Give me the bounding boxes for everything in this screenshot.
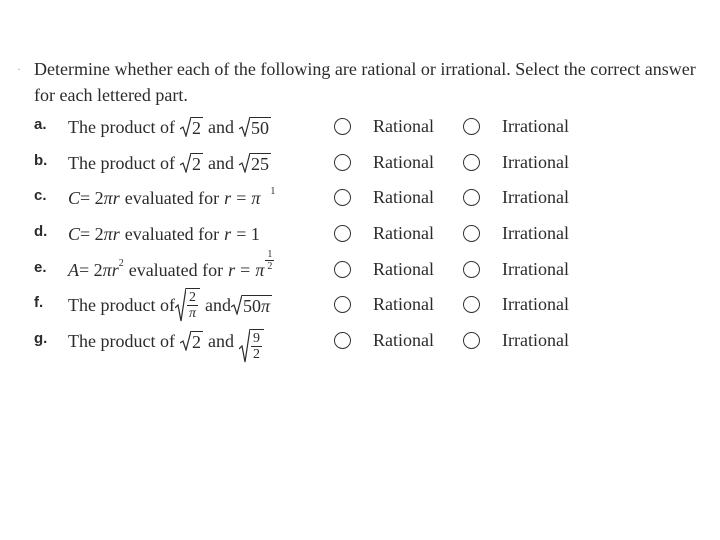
radio-button[interactable] (463, 225, 480, 242)
question-prompt (68, 326, 264, 362)
part-letter: g. (34, 330, 48, 347)
variable: r (111, 259, 119, 280)
option-label[interactable]: Rational (373, 223, 434, 243)
sqrt-expression: 2 (180, 117, 203, 137)
sqrt-expression: 50 (239, 117, 271, 137)
radio-button[interactable] (334, 332, 351, 349)
sqrt-expression: 50 π (231, 295, 272, 315)
option-label[interactable]: Irrational (502, 116, 569, 136)
option-label[interactable]: Irrational (502, 330, 569, 350)
option-irrational[interactable] (463, 259, 569, 280)
radio-button[interactable] (463, 118, 480, 135)
variable: r (112, 223, 120, 244)
variable: r (112, 187, 120, 208)
prompt-text: and (204, 294, 231, 315)
option-label[interactable]: Irrational (502, 259, 569, 279)
question-prompt (68, 112, 271, 142)
sqrt-expression: 25 (239, 153, 271, 173)
prompt-text: The product of (68, 152, 175, 173)
variable: r (224, 223, 232, 244)
question-prompt (68, 219, 260, 249)
option-label[interactable]: Rational (373, 259, 434, 279)
pi-symbol: π (103, 223, 113, 244)
question-prompt (68, 148, 271, 178)
option-rational[interactable] (334, 116, 434, 137)
sqrt-expression: 2 (180, 331, 203, 351)
prompt-text: The product of (68, 116, 175, 137)
option-label[interactable]: Rational (373, 187, 434, 207)
option-irrational[interactable] (463, 152, 569, 173)
question-row-g (0, 326, 720, 362)
question-row-f (0, 290, 720, 320)
question-row-c (0, 183, 720, 213)
prompt-text: and (207, 152, 234, 173)
prompt-text: = 1 (236, 223, 260, 244)
part-letter: f. (34, 294, 44, 311)
prompt-text: and (207, 116, 234, 137)
prompt-text: evaluated for (124, 223, 220, 244)
prompt-text: evaluated for (124, 187, 220, 208)
option-irrational[interactable] (463, 116, 569, 137)
radio-button[interactable] (334, 261, 351, 278)
prompt-text: = 2 (79, 259, 103, 280)
variable: A (68, 259, 79, 280)
option-rational[interactable] (334, 330, 434, 351)
option-label[interactable]: Rational (373, 294, 434, 314)
variable: r (224, 187, 232, 208)
question-row-d (0, 219, 720, 249)
pi-symbol: π (255, 259, 265, 280)
radio-button[interactable] (463, 296, 480, 313)
option-label[interactable]: Irrational (502, 294, 569, 314)
instructions: Determine whether each of the following are rational or irrational. Select the correct answer for each lettered part. (34, 59, 696, 105)
sqrt-expression (175, 288, 200, 322)
part-letter: e. (34, 259, 47, 276)
radio-button[interactable] (463, 154, 480, 171)
option-label[interactable]: Rational (373, 330, 434, 350)
exponent: 2 (118, 257, 124, 269)
pi-symbol: π (102, 259, 112, 280)
exponent: 1 (270, 185, 276, 197)
prompt-text: evaluated for (128, 259, 224, 280)
prompt-text: = 2 (80, 187, 104, 208)
prompt-text: and (207, 330, 234, 351)
question-prompt (68, 249, 274, 285)
pi-symbol: π (103, 187, 113, 208)
fraction-exponent: $\frac{1}{2}$ (267, 249, 273, 272)
sqrt-expression: 2 (180, 153, 203, 173)
part-letter: c. (34, 187, 47, 204)
sqrt-expression (239, 329, 264, 363)
variable: C (68, 187, 81, 208)
option-irrational[interactable] (463, 223, 569, 244)
part-letter: d. (34, 223, 48, 240)
question-prompt (68, 290, 272, 320)
radio-button[interactable] (334, 154, 351, 171)
variable: r (228, 259, 236, 280)
option-rational[interactable] (334, 259, 434, 280)
radio-button[interactable] (463, 189, 480, 206)
prompt-text: = (240, 259, 251, 280)
option-rational[interactable] (334, 152, 434, 173)
question-row-e (0, 249, 720, 285)
option-irrational[interactable] (463, 330, 569, 351)
option-rational[interactable] (334, 294, 434, 315)
fraction: $\frac{2}{\pi}$ (188, 289, 196, 321)
option-irrational[interactable] (463, 294, 569, 315)
question-prompt (68, 183, 275, 213)
radio-button[interactable] (334, 225, 351, 242)
option-rational[interactable] (334, 223, 434, 244)
radio-button[interactable] (334, 189, 351, 206)
option-label[interactable]: Irrational (502, 223, 569, 243)
radio-button[interactable] (334, 296, 351, 313)
option-label[interactable]: Irrational (502, 187, 569, 207)
variable: C (68, 223, 81, 244)
question-row-b (0, 148, 720, 178)
part-letter: b. (34, 152, 48, 169)
list-bullet: · (17, 62, 21, 76)
option-irrational[interactable] (463, 187, 569, 208)
prompt-text: The product of (68, 294, 175, 315)
prompt-text: The product of (68, 330, 175, 351)
radio-button[interactable] (463, 332, 480, 349)
prompt-text: = (236, 187, 247, 208)
pi-symbol: π (251, 187, 261, 208)
fraction: $\frac{9}{2}$ (252, 330, 260, 362)
option-label[interactable]: Rational (373, 152, 434, 172)
option-rational[interactable] (334, 187, 434, 208)
option-label[interactable]: Irrational (502, 152, 569, 172)
part-letter: a. (34, 116, 47, 133)
prompt-text: = 2 (80, 223, 104, 244)
radio-button[interactable] (463, 261, 480, 278)
question-row-a (0, 112, 720, 142)
option-label[interactable]: Rational (373, 116, 434, 136)
radio-button[interactable] (334, 118, 351, 135)
